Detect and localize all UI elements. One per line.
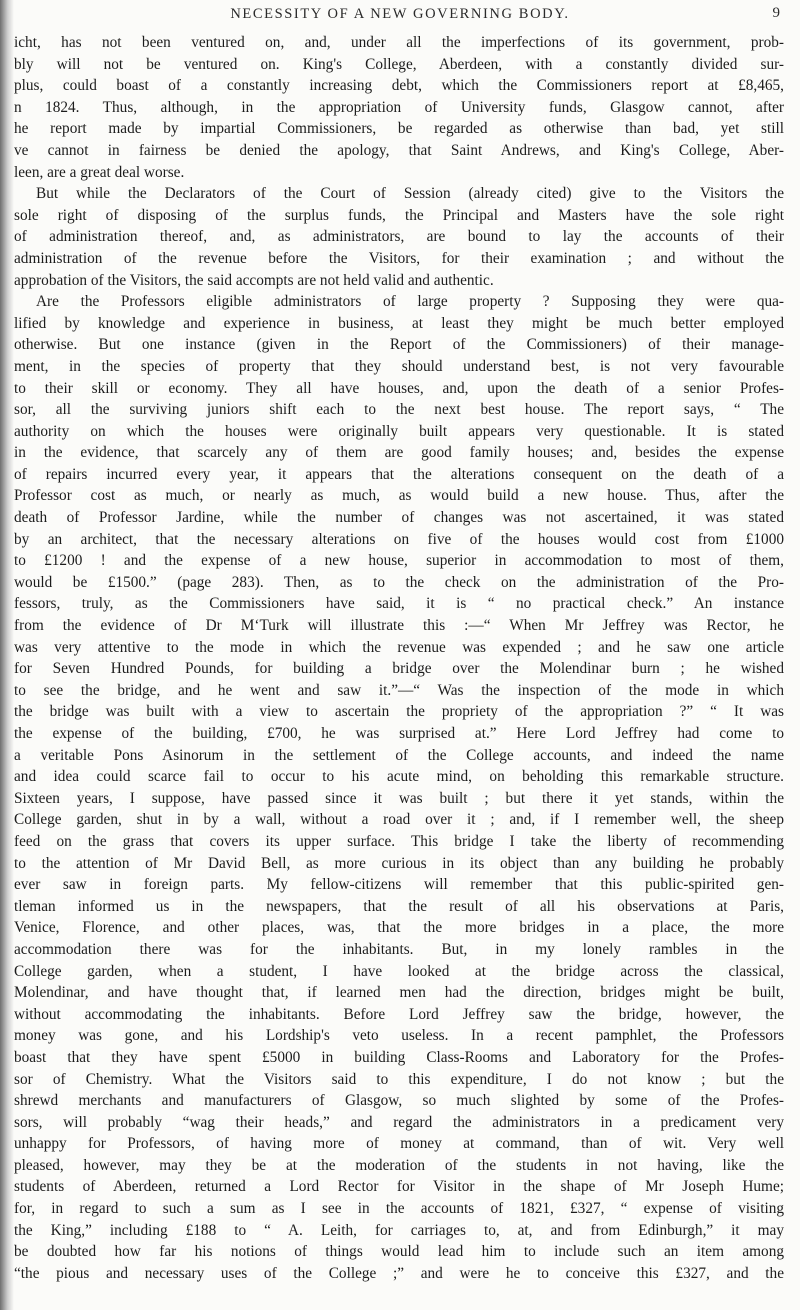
text-line: the bridge was built with a view to ascertain the propriety of the appropriation ?” “ It was xyxy=(14,703,784,721)
text-line: and idea could scarce fail to occur to his acute mind, on beholding this remarkable structure. xyxy=(14,768,784,786)
text-line: a veritable Pons Asinorum in the settlement of the College accounts, and indeed the name xyxy=(14,746,784,764)
text-line: from the evidence of Dr M‘Turk will illustrate this :—“ When Mr Jeffrey was Rector, he xyxy=(14,617,784,635)
text-line: sors, will probably “wag their heads,” and regard the administrators in a predicament very xyxy=(14,1113,784,1131)
paragraph-p2 xyxy=(14,183,784,291)
text-line: plus, could boast of a constantly increasing debt, which the Commissioners report at £8,465, xyxy=(14,77,784,95)
text-line: College garden, when a student, I have looked at the bridge across the classical, xyxy=(14,962,784,980)
text-line: pleased, however, may they be at the moderation of the students in not having, like the xyxy=(14,1156,784,1174)
text-line: students of Aberdeen, returned a Lord Rector for Visitor in the shape of Mr Joseph Hume; xyxy=(14,1178,784,1196)
text-line: to the attention of Mr David Bell, as more curious in its object than any building he probably xyxy=(14,854,784,872)
text-line: to see the bridge, and he went and saw it.”—“ Was the inspection of the mode in which xyxy=(14,681,784,699)
text-line: ever saw in foreign parts. My fellow-citizens will remember that this public-spirited gen- xyxy=(14,876,784,894)
text-line: sor of Chemistry. What the Visitors said to this expenditure, I do not know ; but the xyxy=(14,1070,784,1088)
paragraph-p1 xyxy=(14,32,784,183)
text-line: n 1824. Thus, although, in the appropriation of University funds, Glasgow cannot, after xyxy=(14,98,784,116)
text-line: was very attentive to the mode in which the revenue was expended ; and he saw one article xyxy=(14,638,784,656)
text-line: ment, in the species of property that they should understand best, is not very favourable xyxy=(14,357,784,375)
text-line: he report made by impartial Commissioners, be regarded as otherwise than bad, yet still xyxy=(14,120,784,138)
text-line: otherwise. But one instance (given in the Report of the Commissioners) of their manage- xyxy=(14,336,784,354)
text-line: sor, all the surviving juniors shift each to the next best house. The report says, “ The xyxy=(14,401,784,419)
text-line: money was gone, and his Lordship's veto useless. In a recent pamphlet, the Professors xyxy=(14,1027,784,1045)
text-line: tleman informed us in the newspapers, that the result of all his observations at Paris, xyxy=(14,897,784,915)
text-line: boast that they have spent £5000 in building Class-Rooms and Laboratory for the Profes- xyxy=(14,1048,784,1066)
text-line: Sixteen years, I suppose, have passed since it was built ; but there it yet stands, within the xyxy=(14,789,784,807)
running-head xyxy=(0,6,800,28)
text-line: College garden, shut in by a wall, without a road over it ; and, if I remember well, the sheep xyxy=(14,811,784,829)
body-text xyxy=(14,32,784,1284)
binding-gutter-shadow xyxy=(0,0,14,1310)
text-line: Are the Professors eligible administrators of large property ? Supposing they were qua- xyxy=(36,293,784,311)
text-line: administration of the revenue before the Visitors, for their examination ; and without the xyxy=(14,249,784,267)
text-line: Professor cost as much, or nearly as much, as would build a new house. Thus, after the xyxy=(14,487,784,505)
text-line: authority on which the houses were originally built appears very questionable. It is stated xyxy=(14,422,784,440)
running-title: NECESSITY OF A NEW GOVERNING BODY. xyxy=(230,6,570,22)
text-line: the King,” including £188 to “ A. Leith, for carriages to, at, and from Edinburgh,” it may xyxy=(14,1221,784,1239)
text-line: Venice, Florence, and other places, was, that the more bridges in a place, the more xyxy=(14,919,784,937)
page-number: 9 xyxy=(772,5,780,21)
text-line: approbation of the Visitors, the said accompts are not held valid and authentic. xyxy=(14,271,494,289)
text-line: sole right of disposing of the surplus funds, the Principal and Masters have the sole right xyxy=(14,206,784,224)
text-line: lified by knowledge and experience in business, at least they might be much better employed xyxy=(14,314,784,332)
text-line: without accommodating the inhabitants. Before Lord Jeffrey saw the bridge, however, the xyxy=(14,1005,784,1023)
paragraph-p3 xyxy=(14,291,784,1284)
text-line: fessors, truly, as the Commissioners have said, it is “ no practical check.” An instance xyxy=(14,595,784,613)
text-line: leen, are a great deal worse. xyxy=(14,163,185,181)
text-line: of administration thereof, and, as administrators, are bound to lay the accounts of their xyxy=(14,228,784,246)
text-line: death of Professor Jardine, while the number of changes was not ascertained, it was stated xyxy=(14,509,784,527)
text-line: shrewd merchants and manufacturers of Glasgow, so much slighted by some of the Profes- xyxy=(14,1092,784,1110)
text-line: icht, has not been ventured on, and, under all the imperfections of its government, prob- xyxy=(14,34,784,51)
text-line: be doubted how far his notions of things would lead him to include such an item among xyxy=(14,1243,784,1261)
text-line: in the evidence, that scarcely any of them are good family houses; and, besides the expense xyxy=(14,444,784,462)
text-line: to £1200 ! and the expense of a new house, superior in accommodation to most of them, xyxy=(14,552,784,570)
text-line: would be £1500.” (page 283). Then, as to the check on the administration of the Pro- xyxy=(14,573,784,591)
text-line: by an architect, that the necessary alterations on five of the houses would cost from £1000 xyxy=(14,530,784,548)
text-line: ve cannot in fairness be denied the apology, that Saint Andrews, and King's College, Aber- xyxy=(14,141,784,159)
text-line: feed on the grass that covers its upper surface. This bridge I take the liberty of recommending xyxy=(14,832,784,850)
text-line: to their skill or economy. They all have houses, and, upon the death of a senior Profes- xyxy=(14,379,784,397)
text-line: Molendinar, and have thought that, if learned men had the direction, bridges might be built, xyxy=(14,984,784,1002)
text-line: for Seven Hundred Pounds, for building a bridge over the Molendinar burn ; he wished xyxy=(14,660,784,678)
text-line: the expense of the building, £700, he was surprised at.” Here Lord Jeffrey had come to xyxy=(14,725,784,742)
text-line: accommodation there was for the inhabitants. But, in my lonely rambles in the xyxy=(14,940,784,958)
text-line: bly will not be ventured on. King's College, Aberdeen, with a constantly divided sur- xyxy=(14,55,784,73)
text-line: “the pious and necessary uses of the College ;” and were he to conceive this £327, and the xyxy=(14,1264,784,1282)
text-line: unhappy for Professors, of having more of money at command, than of wit. Very well xyxy=(14,1135,784,1153)
text-line: for, in regard to such a sum as I see in the accounts of 1821, £327, “ expense of visiting xyxy=(14,1200,784,1218)
text-line: of repairs incurred every year, it appears that the alterations consequent on the death of a xyxy=(14,465,784,483)
text-line: But while the Declarators of the Court of Session (already cited) give to the Visitors the xyxy=(36,185,784,203)
